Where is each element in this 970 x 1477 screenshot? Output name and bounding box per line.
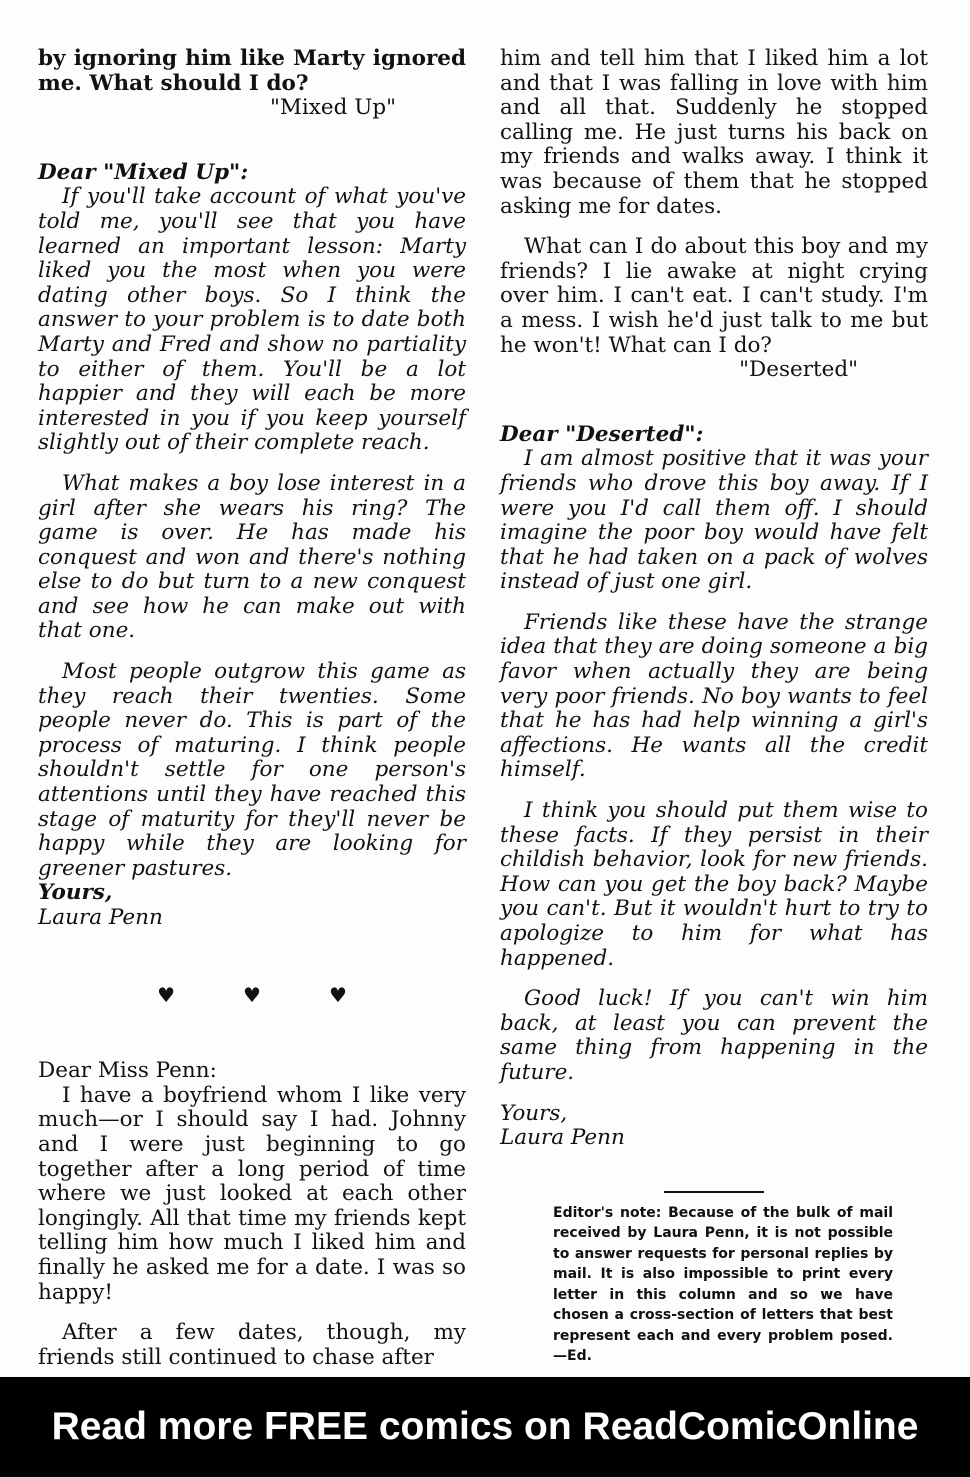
divider-rule — [664, 1191, 764, 1193]
letter-text: him and tell him that I liked him a lot and that I was falling in love with him and all that. Suddenly he stopped calling me. He just turns his back on my friends and walks away. I think it was because of them that he stopped asking me for dates. — [500, 46, 928, 219]
letter-text: What can I do about this boy and my friends? I lie awake at night crying over him. I can't eat. I can't study. I'm a mess. I wish he'd just talk to me but he won't! What can I do? — [500, 234, 928, 358]
letter-text: After a few dates, though, my friends still continued to chase after — [38, 1320, 466, 1370]
heart-icon: ♥ — [328, 982, 347, 1007]
right-column — [500, 47, 928, 1367]
promo-banner-text[interactable]: Read more FREE comics on ReadComicOnline — [51, 1405, 919, 1448]
promo-banner[interactable] — [0, 1377, 970, 1477]
letter-text: I have a boyfriend whom I like very much—or I should say I had. Johnny and I were just beginning to go together after a long period of time where we just looked at each other longingly. All that time my friends kept telling him how much I liked him and finally he asked me for a date. I was so happy! — [38, 1082, 466, 1305]
editor-note: Editor's note: Because of the bulk of mail received by Laura Penn, it is not possible to answer requests for personal replies by mail. It is also impossible to print every letter in this column and so we have chosen a cross-section of letters that best represent each and every problem posed.—Ed. — [553, 1204, 893, 1365]
signoff-name: Laura Penn — [500, 1125, 625, 1151]
reply-paragraph: I am almost positive that it was your friends who drove this boy away. If I were you I'd call them off. I should imagine the poor boy would have felt that he had taken on a pack of wolves instead of just one girl. — [500, 446, 928, 595]
heart-icon: ♥ — [157, 982, 176, 1007]
reply-paragraph: What makes a boy lose interest in a girl after she wears his ring? The game is over. He has made his conquest and won and there's nothing else to do but turn to a new conquest and see how he can make out with that one. — [38, 470, 466, 644]
hearts-divider — [38, 983, 466, 1008]
letter-text: by ignoring him like Marty ignored me. What should I do? — [38, 46, 466, 96]
letter-signature: "Mixed Up" — [270, 95, 396, 121]
reply-salutation: Dear "Mixed Up": — [38, 159, 249, 185]
reply-paragraph: Friends like these have the strange idea that they are doing someone a big favor when actually they are being very poor friends. No boy wants to feel that he has had help winning a girl's affections. He wants all the credit himself. — [500, 609, 928, 783]
reply-salutation: Dear "Deserted": — [500, 421, 704, 447]
letter-salutation: Dear Miss Penn: — [38, 1058, 217, 1084]
left-column — [38, 47, 466, 1370]
reply-paragraph: If you'll take account of what you've told me, you'll see that you have learned an important lesson: Marty liked you the most when you were dating other boys. So I think the answer to your problem is to date both Marty and Fred and show no partiality to either of them. You'll be a lot happier and they will each be more interested in you if you keep yourself slightly out of their complete reach. — [38, 184, 466, 456]
signoff-name: Laura Penn — [38, 905, 163, 930]
reply-paragraph: Good luck! If you can't win him back, at least you can prevent the same thing from happening in the future. — [500, 986, 928, 1085]
reply-paragraph: Most people outgrow this game as they reach their twenties. Some people never do. This is part of the process of maturing. I think people shouldn't settle for one person's attentions until they have reached this stage of maturity for they'll never be happy while they are looking for greener pastures. — [38, 659, 466, 881]
heart-icon: ♥ — [243, 982, 261, 1007]
signoff-yours: Yours, — [500, 1100, 568, 1126]
reply-paragraph: I think you should put them wise to these facts. If they persist in their childish behavior, look for new friends. How can you get the boy back? Maybe you can't. But it wouldn't hurt to try to apologize to him for what has happened. — [500, 798, 928, 971]
letter-signature: "Deserted" — [739, 357, 858, 383]
signoff-yours: Yours, — [38, 880, 113, 906]
